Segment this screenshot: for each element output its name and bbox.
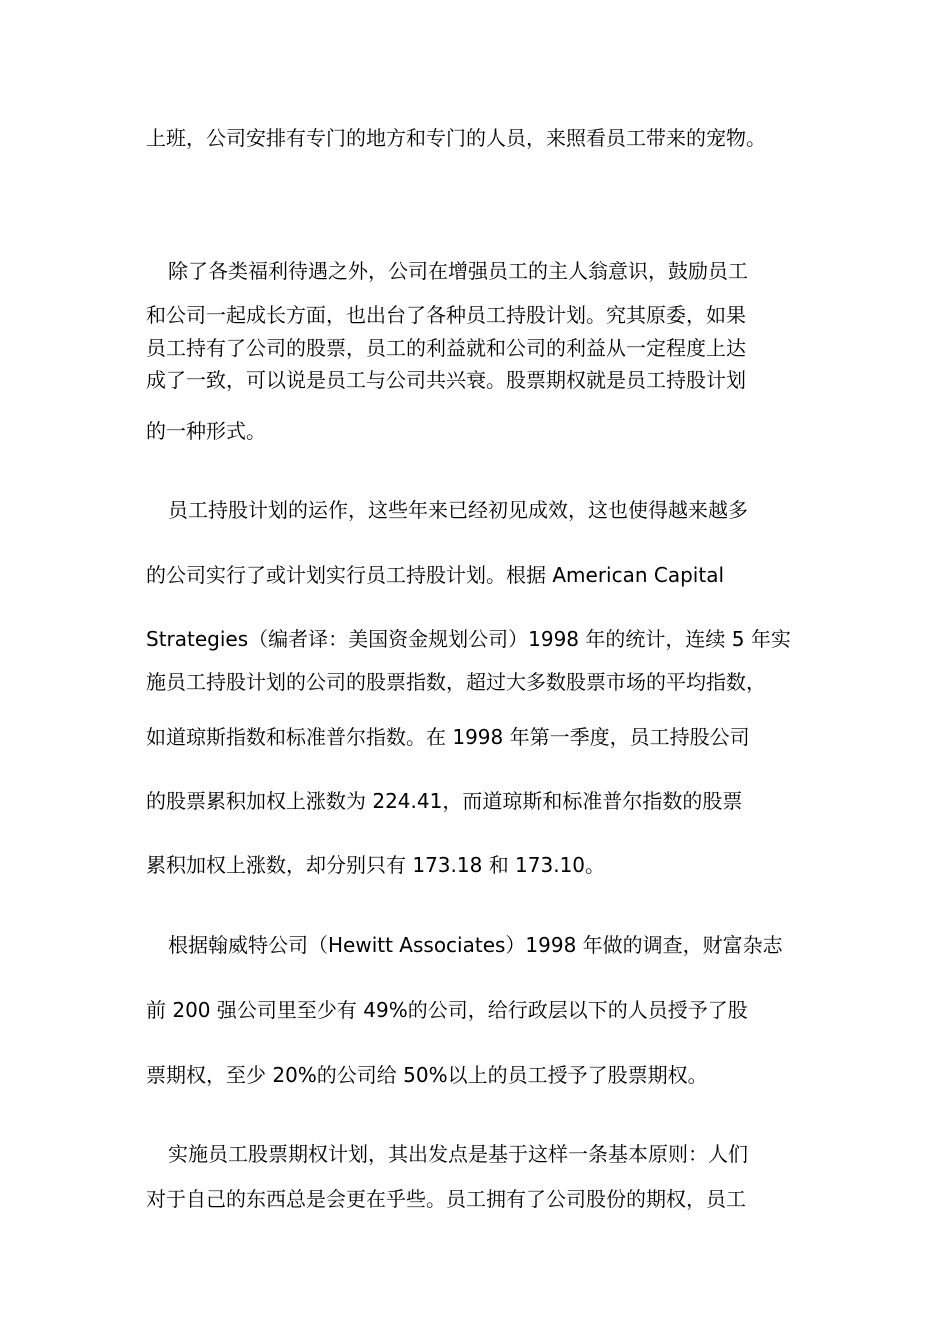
text-line: 员工持有了公司的股票，员工的利益就和公司的利益从一定程度上达 xyxy=(146,336,746,360)
text-line: 前 200 强公司里至少有 49%的公司，给行政层以下的人员授予了股 xyxy=(146,998,748,1022)
text-line: Strategies（编者译：美国资金规划公司）1998 年的统计，连续 5 年实 xyxy=(146,627,791,651)
text-line: 如道琼斯指数和标准普尔指数。在 1998 年第一季度，员工持股公司 xyxy=(146,725,750,749)
text-line: 的股票累积加权上涨数为 224.41，而道琼斯和标准普尔指数的股票 xyxy=(146,789,743,813)
text-line: 票期权，至少 20%的公司给 50%以上的员工授予了股票期权。 xyxy=(146,1063,708,1087)
text-line: 和公司一起成长方面，也出台了各种员工持股计划。究其原委，如果 xyxy=(146,303,746,327)
text-line: 施员工持股计划的公司的股票指数，超过大多数股票市场的平均指数， xyxy=(146,670,766,694)
text-line: 的公司实行了或计划实行员工持股计划。根据 American Capital xyxy=(146,563,725,587)
text-line: 对于自己的东西总是会更在乎些。员工拥有了公司股份的期权，员工 xyxy=(146,1187,746,1211)
text-line: 的一种形式。 xyxy=(146,419,266,443)
text-line: 累积加权上涨数，却分别只有 173.18 和 173.10。 xyxy=(146,853,606,877)
paragraph-first-line: 实施员工股票期权计划，其出发点是基于这样一条基本原则：人们 xyxy=(168,1142,748,1166)
paragraph-first-line: 根据翰威特公司（Hewitt Associates）1998 年做的调查，财富杂志 xyxy=(168,933,783,957)
text-line: 上班，公司安排有专门的地方和专门的人员，来照看员工带来的宠物。 xyxy=(146,126,766,150)
paragraph-first-line: 员工持股计划的运作，这些年来已经初见成效，这也使得越来越多 xyxy=(168,498,748,522)
paragraph-first-line: 除了各类福利待遇之外，公司在增强员工的主人翁意识，鼓励员工 xyxy=(168,259,748,283)
text-line: 成了一致，可以说是员工与公司共兴衰。股票期权就是员工持股计划 xyxy=(146,368,746,392)
